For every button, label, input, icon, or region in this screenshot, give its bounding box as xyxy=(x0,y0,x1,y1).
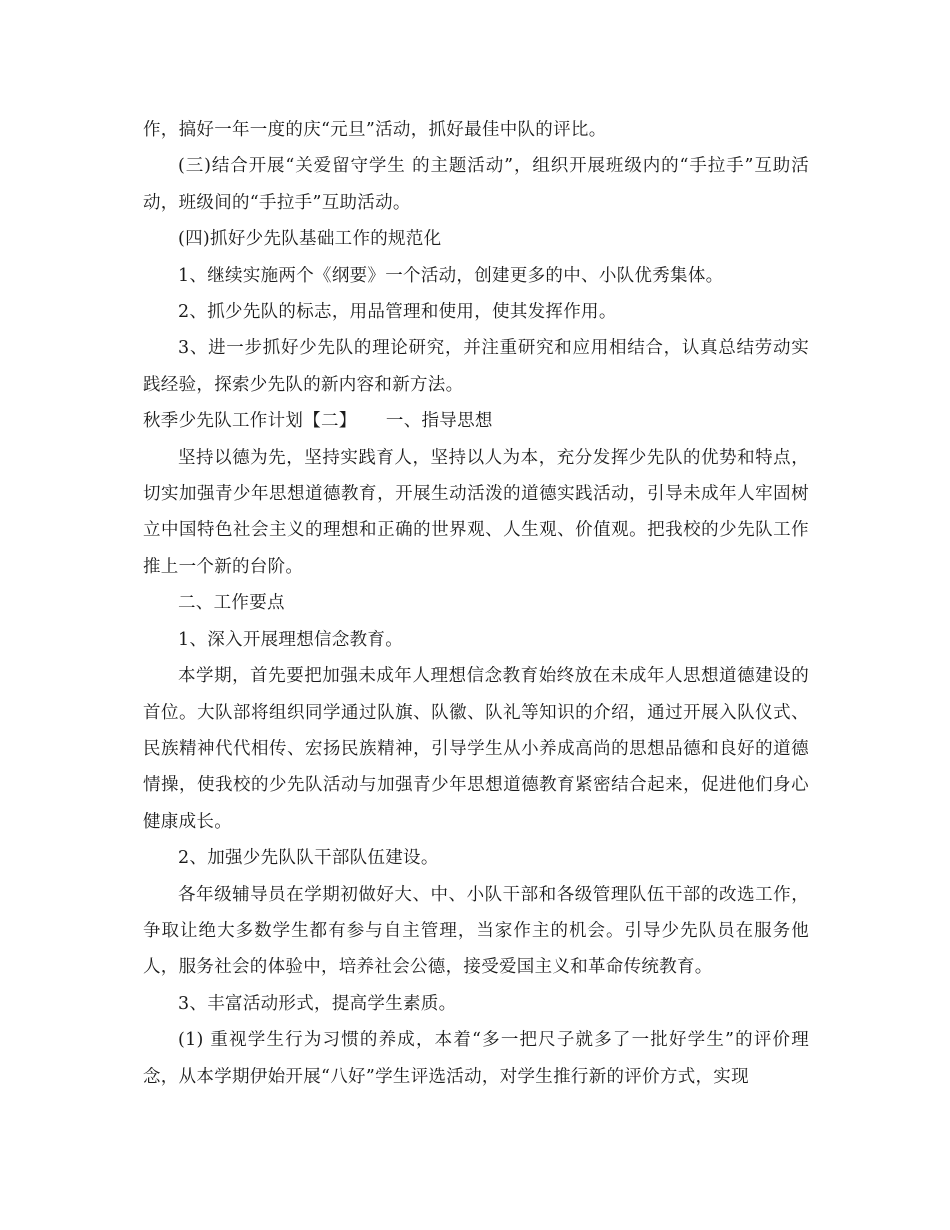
document-body xyxy=(143,112,809,1095)
paragraph-3: (四)抓好少先队基础工作的规范化 xyxy=(178,229,442,250)
paragraph-8: 坚持以德为先，坚持实践育人，坚持以人为本，充分发挥少先队的优势和特点，切实加强青少年思想道德教育，开展生动活泼的道德实践活动，引导未成年人牢固树立中国特色社会主义的理想和正确的世界观、人生观、价值观。把我校的少先队工作推上一个新的台阶。 xyxy=(143,447,809,577)
paragraph-10: 1、深入开展理想信念教育。 xyxy=(178,629,404,650)
paragraph-11: 本学期，首先要把加强未成年人理想信念教育始终放在未成年人思想道德建设的首位。大队部将组织同学通过队旗、队徽、队礼等知识的介绍，通过开展入队仪式、民族精神代代相传、宏扬民族精神，引导学生从小养成高尚的思想品德和良好的道德情操，使我校的少先队活动与加强青少年思想道德教育紧密结合起来，促进他们身心健康成长。 xyxy=(143,666,809,832)
paragraph-5: 2、抓少先队的标志，用品管理和使用，使其发挥作用。 xyxy=(178,302,617,323)
paragraph-1: 作，搞好一年一度的庆“元旦”活动，抓好最佳中队的评比。 xyxy=(143,120,607,140)
paragraph-14: 3、丰富活动形式，提高学生素质。 xyxy=(178,993,457,1014)
paragraph-13: 各年级辅导员在学期初做好大、中、小队干部和各级管理队伍干部的改选工作，争取让绝大多数学生都有参与自主管理，当家作主的机会。引导少先队员在服务他人，服务社会的体验中，培养社会公德，接受爱国主义和革命传统教育。 xyxy=(143,884,809,978)
paragraph-2: (三)结合开展“关爱留守学生 的主题活动”，组织开展班级内的“手拉手”互助活动，班级间的“手拉手”互助活动。 xyxy=(143,156,809,213)
paragraph-4: 1、继续实施两个《纲要》一个活动，创建更多的中、小队优秀集体。 xyxy=(178,265,724,286)
paragraph-12: 2、加强少先队队干部队伍建设。 xyxy=(178,848,439,869)
paragraph-6: 3、进一步抓好少先队的理论研究，并注重研究和应用相结合，认真总结劳动实践经验，探索少先队的新内容和新方法。 xyxy=(143,338,809,395)
paragraph-15: (1) 重视学生行为习惯的养成，本着“多一把尺子就多了一批好学生”的评价理念，从本学期伊始开展“八好”学生评选活动，对学生推行新的评价方式，实现 xyxy=(143,1030,809,1087)
paragraph-9: 二、工作要点 xyxy=(178,593,285,614)
section-heading: 秋季少先队工作计划【二】 一、指导思想 xyxy=(143,411,493,432)
